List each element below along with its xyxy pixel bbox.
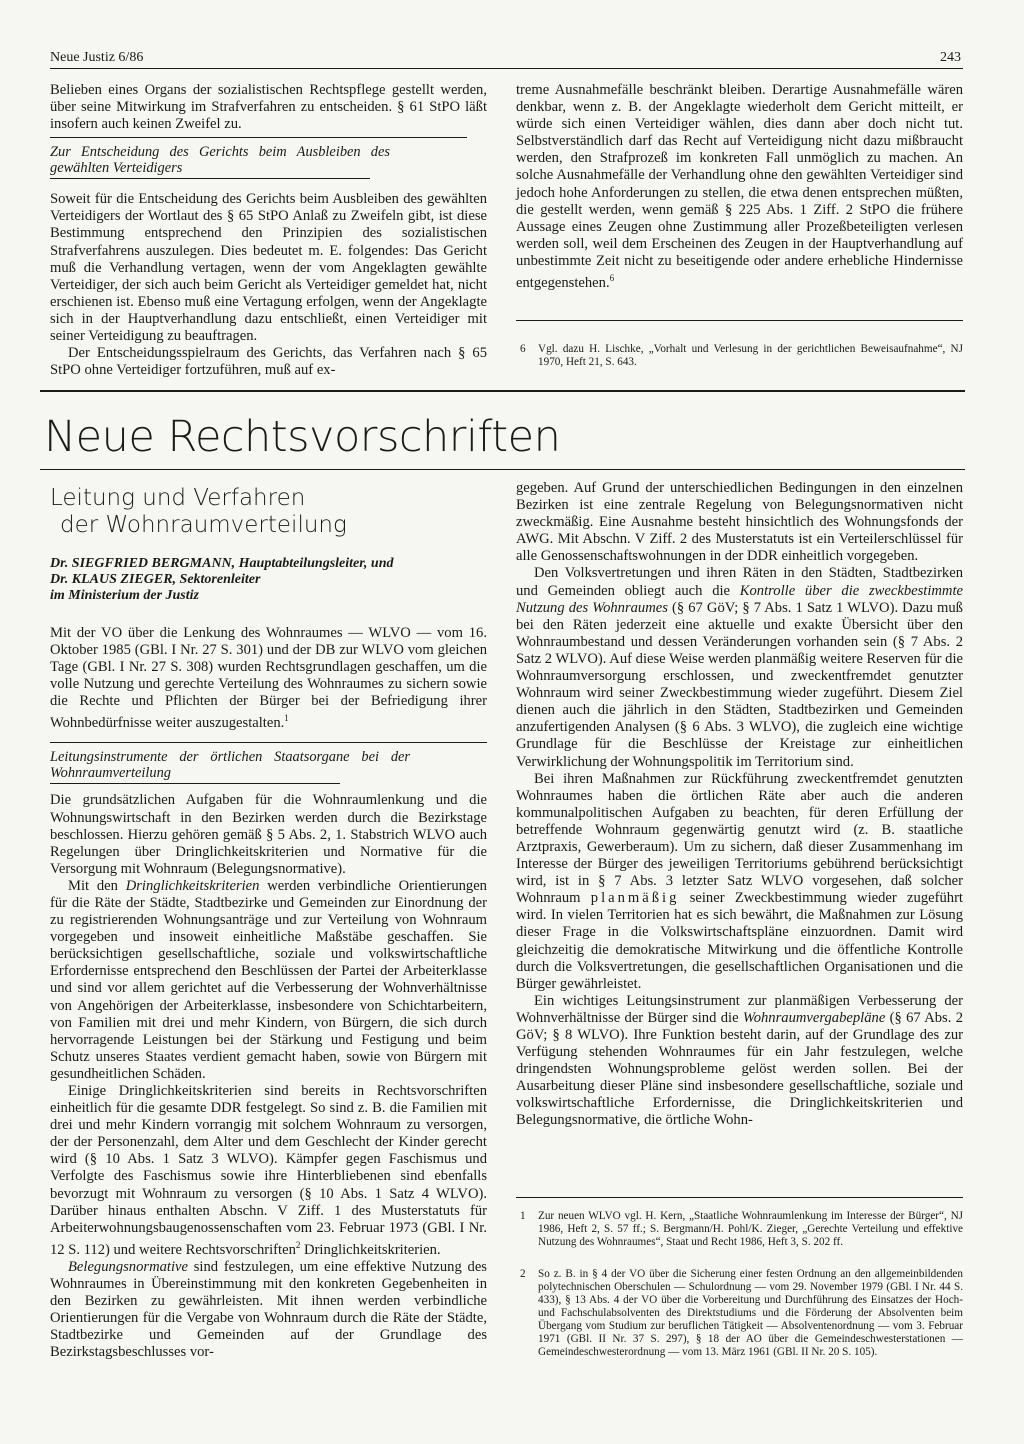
subhead-top-rule	[50, 137, 467, 138]
bottom-left-para-2: Mit den Dringlichkeitskriterien werden verbindliche Orientierungen für die Räte der Städte, Stadtbezirke und Gemeinden zur Einordnung der zu registrierenden Wohnungsanträge und zur Verteilung von Wohnraum vorgegeben und insoweit einheitliche Maßstäbe geschaffen. Sie berücksichtigen gesellschaftliche, soziale und volkswirtschaftliche Erfordernisse entsprechend den Beschlüssen der Partei der Arbeiterklasse und sind vor allem gerichtet auf die Verbesserung der Wohnverhältnisse von Angehörigen der Arbeiterklasse, insbesondere von Schichtarbeitern, von Familien mit drei und mehr Kindern, von Bürgern, die sich durch hervorragende Leistungen bei der Stärkung und Festigung und beim Schutz unseres Staates verdient gemacht haben, sowie von Bürgern mit gesundheitlichen Schäden.	[50, 877, 487, 1082]
section-title-rule	[40, 469, 965, 470]
authors-block	[50, 556, 487, 604]
bottom-left-column	[50, 625, 487, 1361]
subhead-underline	[50, 178, 370, 179]
footnote-rule-top	[516, 320, 963, 321]
page-number: 243	[940, 50, 961, 65]
footnote-1	[520, 1210, 963, 1249]
authors-line-2: Dr. KLAUS ZIEGER, Sektorenleiter	[50, 572, 261, 587]
top-right-column	[516, 82, 963, 292]
top-left-para-2: Soweit für die Entscheidung des Gerichts beim Ausbleiben des gewählten Verteidigers der Wortlaut des § 65 StPO Anlaß zu Zweifeln gibt, ist diese Bestimmung entsprechend den Prinzipien des sozialistischen Strafverfahrens auszulegen. Dies bedeutet m. E. folgendes: Das Gericht muß die Verhandlung vertagen, wenn der vom Angeklagten gewählte Verteidiger, der sich auch beim Gericht als Verteidiger gemeldet hat, nicht erschienen ist. Ebenso muß eine Vertagung erfolgen, wenn der Angeklagte sich in der Hauptverhandlung dazu entschließt, einen Verteidiger mit seiner Verteidigung zu beauftragen.	[50, 191, 487, 345]
section-title: Neue Rechtsvorschriften	[44, 412, 561, 462]
journal-header: Neue Justiz 6/86	[50, 50, 144, 65]
top-left-subhead-block	[50, 137, 487, 179]
bottom-right-column	[516, 480, 963, 1130]
bottom-right-para-4: Ein wichtiges Leitungsinstrument zur planmäßigen Verbesserung der Wohnverhältnisse der Bürger sind die Wohnraumvergabepläne (§ 67 Abs. 2 GöV; § 8 WLVO). Ihre Funktion besteht darin, auf der Grundlage des zur Verfügung stehenden Wohnraumes für ein Jahr festzulegen, welche dringendsten Wohnungsprobleme gelöst werden sollen. Bei der Ausarbeitung dieser Pläne sind insbesondere gesellschaftliche, soziale und volkswirtschaftliche Erfordernisse, die Dringlichkeitskriterien und Belegungsnormative, die örtliche Wohn-	[516, 992, 964, 1129]
subhead-2-top-rule	[50, 742, 487, 743]
footnote-6-text: Vgl. dazu H. Lischke, „Vorhalt und Verlesung in der gerichtlichen Beweisaufnahme“, NJ 1970, Heft 21, S. 643.	[538, 343, 963, 368]
header-rule	[50, 68, 963, 69]
bottom-right-para-2: Den Volksvertretungen und ihren Räten in den Städten, Stadtbezirken und Gemeinden obliegt auch die Kontrolle über die zweckbestimmte Nutzung des Wohnraumes (§ 67 GöV; § 7 Abs. 1 Satz 1 WLVO). Dazu muß bei den Räten jederzeit eine aktuelle und exakte Übersicht über den Wohnraumbestand und dessen Veränderungen vorhanden sein (§ 7 Abs. 2 Satz 2 WLVO). Auf diese Weise werden planmäßig weitere Reserven für die Wohnraumversorgung erschlossen, und zweckentfremdet genutzter Wohnraum wird seiner Zweckbestimmung wieder zugeführt. Diesem Ziel dienen auch die jährlich in den Städten, Stadtbezirken und Gemeinden anzufertigenden Analysen (§ 6 Abs. 3 WLVO), die zugleich eine wichtige Grundlage für die Beschlüsse der Kreistage zur einheitlichen Verwirklichung der Wohnungspolitik im Territorium sind.	[516, 565, 964, 770]
section-rule	[40, 390, 965, 392]
bottom-left-subhead-block	[50, 742, 487, 784]
authors-line-3: im Ministerium der Justiz	[50, 588, 199, 603]
term-dringlichkeitskriterien: Dringlichkeitskriterien	[125, 877, 260, 894]
top-left-column	[50, 82, 487, 379]
bottom-left-subhead: Leitungsinstrumente der örtlichen Staatsorgane bei der Wohnraumverteilung	[50, 749, 410, 782]
footnote-2-number: 2	[520, 1268, 526, 1280]
footnote-ref-1: 1	[284, 713, 289, 724]
bottom-right-para-1: gegeben. Auf Grund der unterschiedlichen Bedingungen in den einzelnen Bezirken ist eine zentrale Regelung von Belegungsnormativen nicht zweckmäßig. Eine Ausnahme besteht hinsichtlich des Wohnungsfonds der AWG. Mit Abschn. V Ziff. 2 des Musterstatuts ist ein Verteilerschlüssel für alle Genossenschaftswohnungen in der DDR einheitlich vorgegeben.	[516, 480, 963, 565]
intro-paragraph: Mit der VO über die Lenkung des Wohnraumes — WLVO — vom 16. Oktober 1985 (GBl. I Nr. 27 S. 301) und der DB zur WLVO vom gleichen Tage (GBl. I Nr. 27 S. 308) wurden Rechtsgrundlagen geschaffen, um die volle Nutzung und gerechte Verteilung des Wohnraumes zu sichern sowie die Rechte und Pflichten der Bürger bei der Befriedigung ihrer Wohnbedürfnisse weiter auszugestalten.$^1$	[50, 625, 487, 732]
bottom-left-para-3: Einige Dringlichkeitskriterien sind bereits in Rechtsvorschriften einheitlich für die gesamte DDR festgelegt. So sind z. B. die Familien mit drei und mehr Kindern vorrangig mit solchem Wohnraum zu versorgen, der der Personenzahl, dem Alter und dem Geschlecht der Kinder gerecht wird (§ 10 Abs. 1 Satz 3 WLVO). Kämpfer gegen Faschismus und Verfolgte des Faschismus sowie ihre Hinterbliebenen sind ebenfalls bevorzugt mit Wohnraum zu versorgen (§ 10 Abs. 1 Satz 4 WLVO). Darüber hinaus enthalten Abschn. V Ziff. 1 des Musterstatuts für Arbeiterwohnungsbaugenossenschaften vom 23. Februar 1973 (GBl. I Nr. 12 S. 112) und weitere Rechtsvorschriften$^2$ Dringlichkeitskriterien.	[50, 1083, 487, 1258]
footnote-6	[520, 343, 963, 369]
bottom-right-para-3: Bei ihren Maßnahmen zur Rückführung zweckentfremdet genutzten Wohnraumes haben die örtlichen Räte aber auch die anderen kommunalpolitischen Aufgaben zu beachten, für deren Erfüllung der betreffende Wohnraum gegenwärtig genutzt wird (z. B. staatliche Arztpraxis, Gewerberaum). Um zu sichern, daß dieser Zusammenhang im Interesse der Bürger des jeweiligen Territoriums gebührend berücksichtigt wird, ist in § 7 Abs. 3 letzter Satz WLVO vorgesehen, daß solcher Wohnraum planmäßig seiner Zweckbestimmung wieder zugeführt wird. In vielen Territorien hat es sich bewährt, die Maßnahmen zur Lösung dieser Frage in die Volkswirtschaftspläne einzuordnen. Damit wird gleichzeitig die demokratische Mitwirkung und die öffentliche Kontrolle durch die Volksvertretungen, die gesellschaftlichen Organisationen und die Bürger gewährleistet.	[516, 770, 963, 992]
footnote-1-number: 1	[520, 1210, 526, 1222]
top-right-para-1: treme Ausnahmefälle beschränkt bleiben. Derartige Ausnahmefälle wären denkbar, wenn z. B. der Angeklagte wiederholt dem Gericht mitteilt, er würde sich einen Verteidiger wählen, dies dann aber doch nicht tut. Selbstverständlich darf das Recht auf Verteidigung nicht dazu mißbraucht werden, den Strafprozeß im konkreten Fall unmöglich zu machen. An solche Ausnahmefälle der Verhandlung ohne den gewählten Verteidiger sind jedoch hohe Anforderungen zu stellen, die etwa denen entsprechen müßten, die gestellt werden, wenn gemäß § 225 Abs. 1 Ziff. 2 StPO die frühere Aussage eines Zeugen ohne Zustimmung aller Prozeßbeteiligten verlesen werden soll, weil dem Erscheinen des Zeugen in der Hauptverhandlung auf unbestimmte Zeit nicht zu beseitigende oder andere erhebliche Hindernisse entgegenstehen.$^6$	[516, 82, 963, 291]
top-left-subhead: Zur Entscheidung des Gerichts beim Ausbleiben des gewählten Verteidigers	[50, 144, 390, 177]
footnote-ref-6: 6	[609, 273, 615, 284]
subhead-2-underline	[50, 783, 340, 784]
term-belegungsnormative: Belegungsnormative	[68, 1258, 188, 1275]
footnote-1-text: Zur neuen WLVO vgl. H. Kern, „Staatliche Wohnraumlenkung im Interesse der Bürger“, NJ 1986, Heft 2, S. 57 ff.; S. Bergmann/H. Pohl/K. Zieger, „Gerechte Verteilung und effektive Nutzung des Wohnraumes“, Staat und Recht 1986, Heft 3, S. 202 ff.	[538, 1210, 963, 1248]
footnote-2	[520, 1268, 963, 1359]
bottom-left-para-4: Belegungsnormative sind festzulegen, um eine effektive Nutzung des Wohnraumes in Übereinstimmung mit den konkreten Gegebenheiten in den Bezirken zu gewährleisten. Mit ihnen werden verbindliche Orientierungen für die Vergabe von Wohnraum durch die Räte der Städte, Stadtbezirke und Gemeinden auf der Grundlage des Bezirkstagsbeschlusses vor-	[50, 1258, 487, 1361]
term-planmaessig: planmäßig	[590, 890, 680, 907]
article-title-line-2: der Wohnraumverteilung	[60, 512, 347, 538]
authors-line-1: Dr. SIEGFRIED BERGMANN, Hauptabteilungsleiter, und	[50, 556, 394, 571]
footnote-6-number: 6	[520, 343, 526, 355]
term-wohnraumvergabeplaene: Wohnraumvergabepläne	[742, 1009, 886, 1026]
article-title	[50, 485, 347, 539]
article-title-line-1: Leitung und Verfahren	[50, 485, 306, 511]
top-left-para-3: Der Entscheidungsspielraum des Gerichts, das Verfahren nach § 65 StPO ohne Verteidiger fortzuführen, muß auf ex-	[50, 345, 487, 379]
footnote-rule-bottom	[516, 1197, 963, 1198]
footnote-2-text: So z. B. in § 4 der VO über die Sicherung einer festen Ordnung an den allgemeinbildenden polytechnischen Oberschulen — Schulordnung — vom 29. November 1979 (GBl. I Nr. 44 S. 433), § 13 Abs. 4 der VO über die Vorbereitung und Durchführung des Einsatzes der Hoch- und Fachschulabsolventen des Direktstudiums und die Förderung der Absolventen beim Übergang vom Studium zur beruflichen Tätigkeit — Absolventenordnung — vom 3. Februar 1971 (GBl. II Nr. 37 S. 297), § 18 der AO über die Gemeindeschwesterstationen — Gemeindeschwesterordnung — vom 13. März 1961 (GBl. II Nr. 20 S. 105).	[538, 1268, 963, 1358]
term-kontrolle: Kontrolle über die zweckbestimmte Nutzung des Wohnraumes	[516, 582, 964, 616]
top-left-para-1: Belieben eines Organs der sozialistischen Rechtspflege gestellt werden, über seine Mitwirkung im Strafverfahren zu entscheiden. § 61 StPO läßt insofern auch keinen Zweifel zu.	[50, 82, 487, 133]
footnote-ref-2: 2	[295, 1239, 301, 1250]
bottom-left-para-1: Die grundsätzlichen Aufgaben für die Wohnraumlenkung und die Wohnungswirtschaft in den Bezirken werden durch die Bezirkstage beschlossen. Hierzu gehören gemäß § 5 Abs. 2, 1. Stabstrich WLVO auch Regelungen über Dringlichkeitskriterien und Normative für die Versorgung mit Wohnraum (Belegungsnormative).	[50, 792, 487, 877]
